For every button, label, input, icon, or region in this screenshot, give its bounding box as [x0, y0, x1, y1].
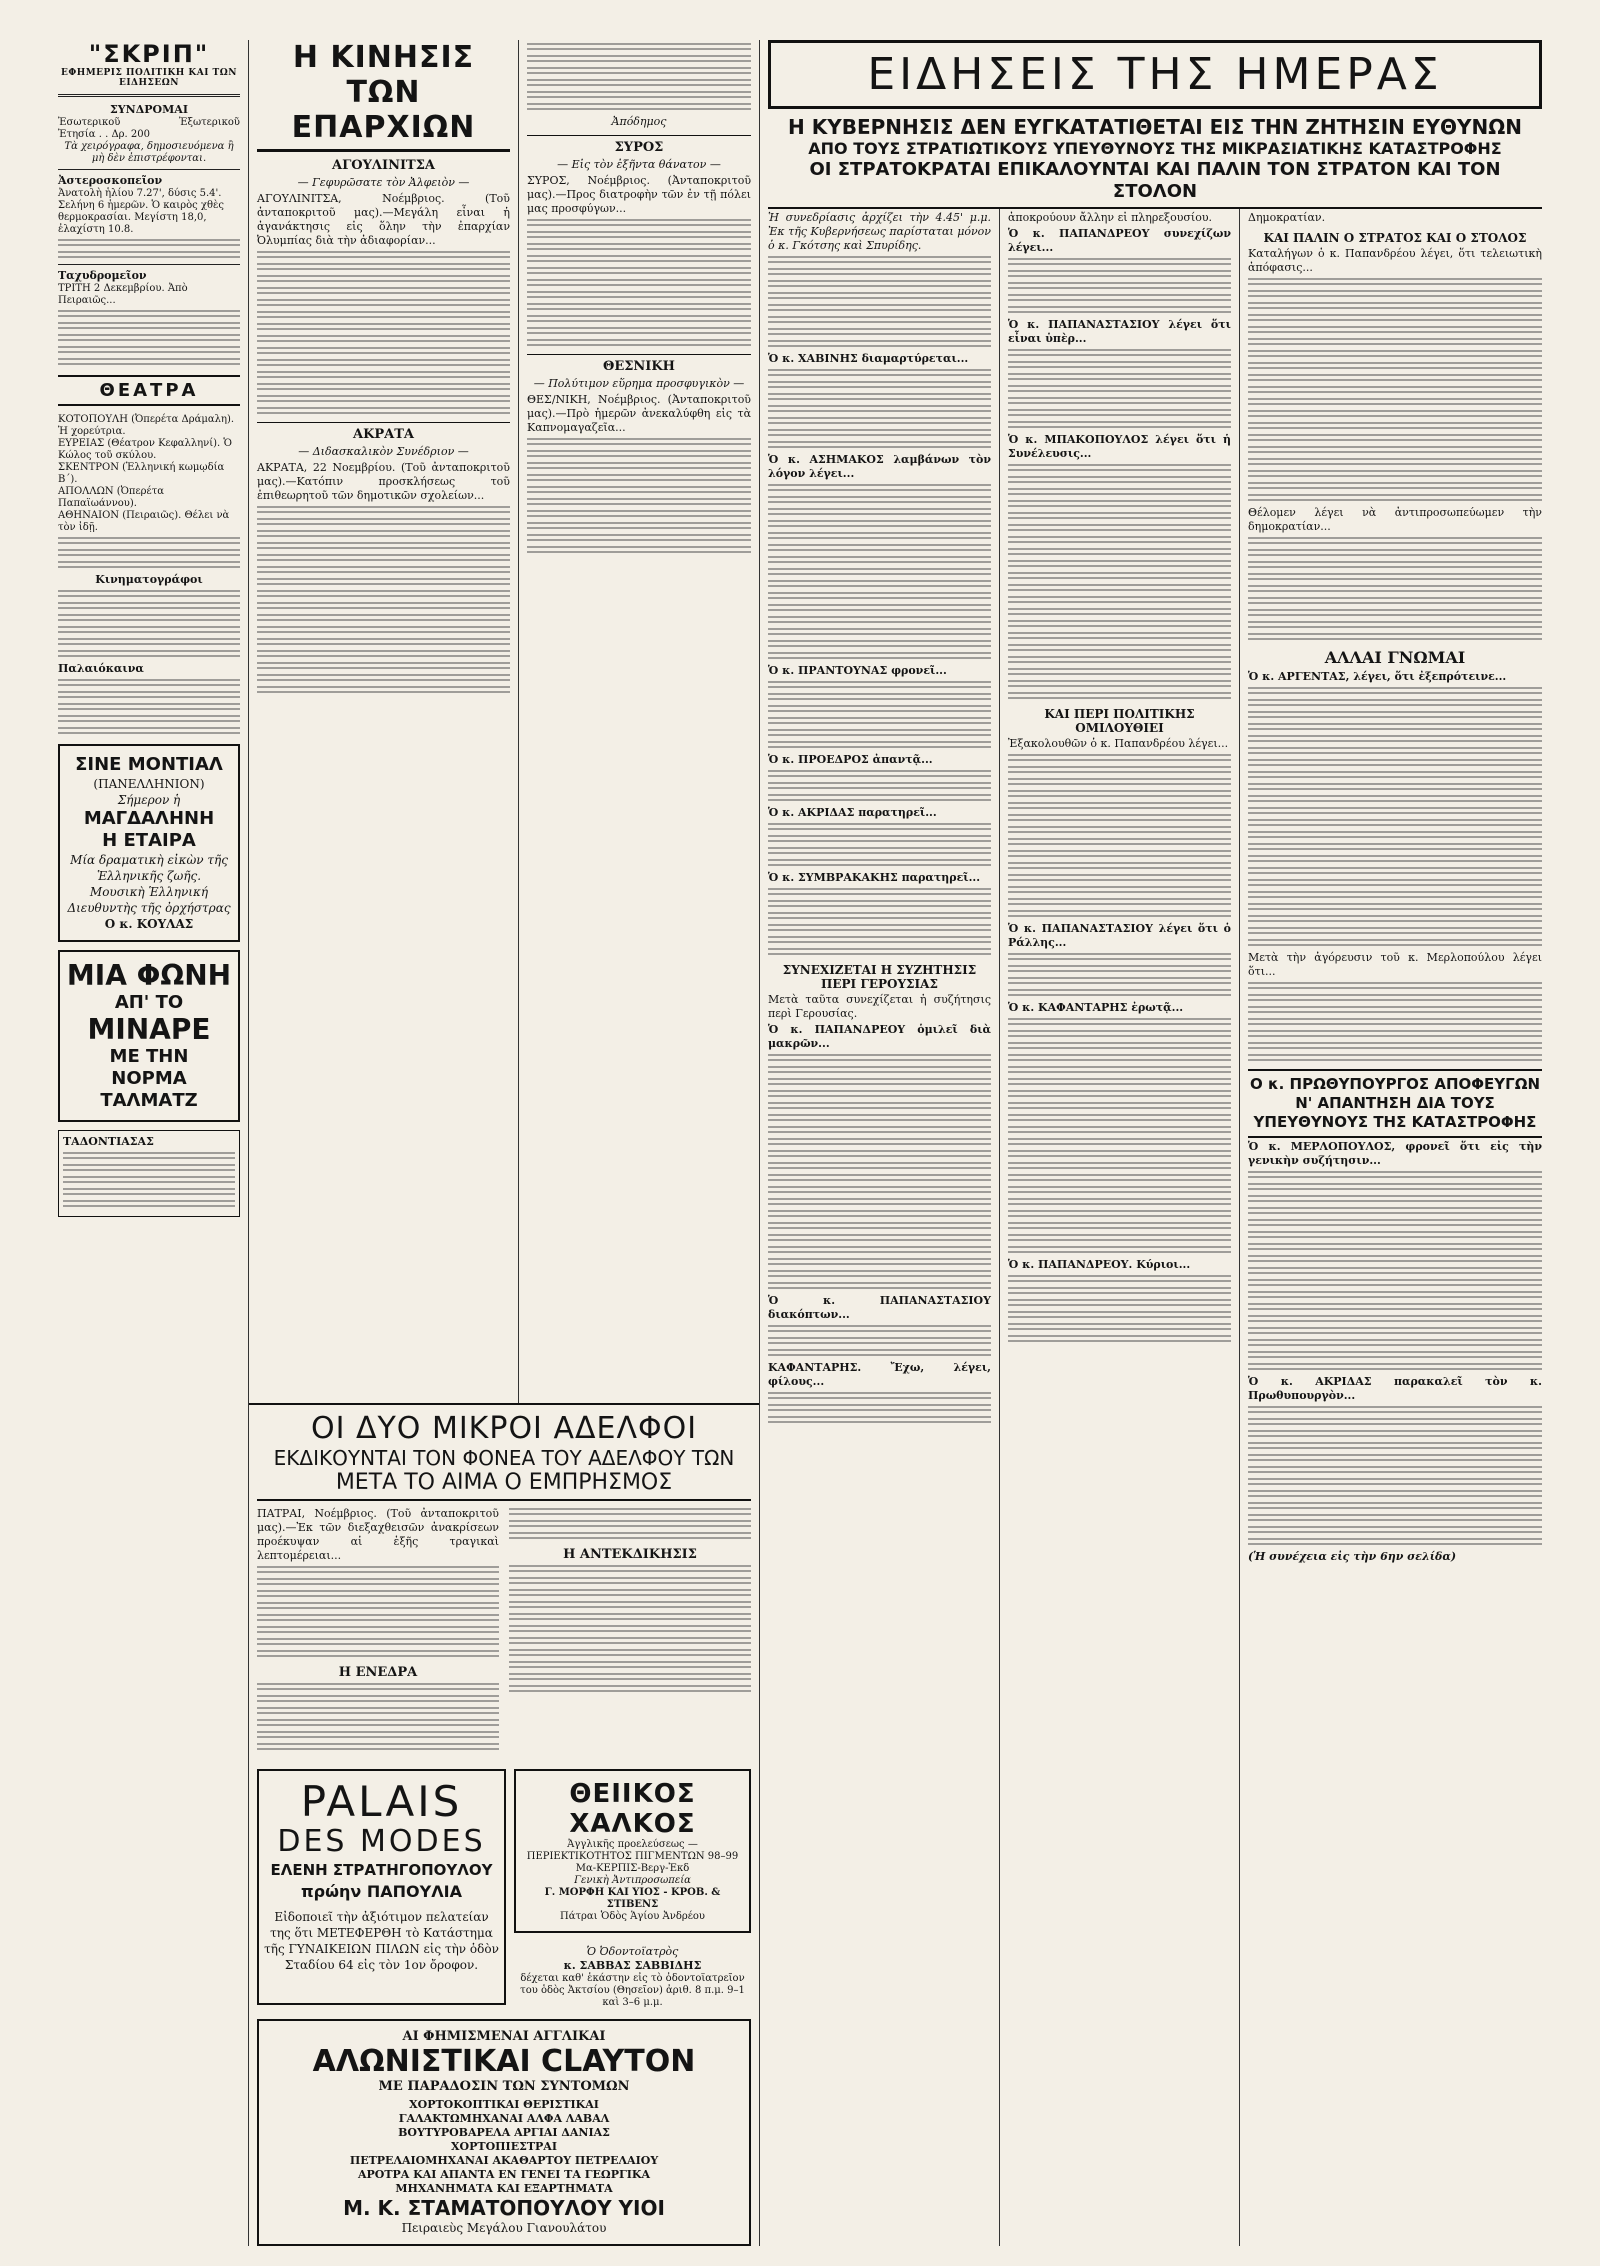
provinces-head: Η ΚΙΝΗΣΙΣ ΤΩΝ ΕΠΑΡΧΙΩΝ: [257, 40, 510, 152]
montial-conductor: Ο κ. ΚΟΥΛΑΣ: [104, 917, 194, 931]
annual-rate: Ἐτησία . . Δρ. 200: [58, 129, 150, 140]
subscriptions-row: [58, 117, 240, 129]
mia-foni-line4: ΜΕ ΤΗΝ: [109, 1046, 189, 1067]
news-par-d: Ὁ κ. ΠΡΟΕΔΡΟΣ ἀπαντᾷ...: [768, 753, 933, 766]
dentist-name: κ. ΣΑΒΒΑΣ ΣΑΒΒΙΔΗΣ: [563, 1959, 702, 1972]
ad-cine-montial: [58, 744, 240, 942]
mia-foni-line5: ΝΟΡΜΑ ΤΑΛΜΑΤΖ: [100, 1068, 198, 1111]
enedra-head: Η ΕΝΕΔΡΑ: [338, 1665, 418, 1680]
column-1: [50, 40, 249, 2246]
cinema-head: Κινηματογράφοι: [95, 573, 203, 586]
continued-note: (Ἡ συνέχεια εἰς τὴν 6ην σελίδα): [1248, 1550, 1457, 1563]
clayton-line10: ΜΗΧΑΝΗΜΑΤΑ ΚΑΙ ΕΞΑΡΤΗΜΑΤΑ: [395, 2182, 613, 2195]
theatre-item: ΣΚΕΝΤΡΟΝ (Ἑλληνική κωμῳδία Β΄).: [58, 462, 225, 485]
tadontias-title: ΤΑΔΟΝΤΙΑΣΑΣ: [63, 1135, 154, 1148]
mia-foni-line3: ΜΙΝΑΡΕ: [87, 1013, 211, 1046]
clayton-address: Πειραιεὺς Μεγάλου Γιανουλάτου: [401, 2221, 607, 2235]
montial-today: Σήμερον ἡ: [117, 793, 181, 807]
news-b-d: Ὁ κ. ΜΠΑΚΟΠΟΥΛΟΣ λέγει ὅτι ἡ Συνέλευσις...: [1008, 433, 1231, 460]
montial-film-sub: Η ΕΤΑΙΡΑ: [102, 830, 196, 851]
adelfoi-sub: ΕΚΔΙΚΟΥΝΤΑΙ ΤΟΝ ΦΟΝΕΑ ΤΟΥ ΑΔΕΛΦΟΥ ΤΩΝ: [273, 1446, 735, 1470]
ads-right: [514, 1761, 751, 2013]
news-par-j: ΚΑΦΑΝΤΑΡΗΣ. Ἔχω, λέγει, φίλους...: [768, 1361, 991, 1388]
palais-line1: PALAIS: [300, 1777, 463, 1826]
ads-row: [249, 1761, 759, 2013]
col5-par-b: Θέλομεν λέγει νὰ ἀντιπροσωπεύωμεν τὴν δημοκρατίαν...: [1248, 506, 1542, 533]
news-par-b: Ὁ κ. ΑΣΗΜΑΚΟΣ λαμβάνων τὸν λόγον λέγει...: [768, 453, 991, 480]
sub-synzitisis: ΣΥΝΕΧΙΖΕΤΑΙ Η ΣΥΖΗΤΗΣΙΣ ΠΕΡΙ ΓΕΡΟΥΣΙΑΣ: [782, 963, 977, 991]
news-par-e: Ὁ κ. ΑΚΡΙΔΑΣ παρατηρεῖ...: [768, 806, 937, 819]
clayton-firm: Μ. Κ. ΣΤΑΜΑΤΟΠΟΥΛΟΥ ΥΙΟΙ: [343, 2196, 665, 2220]
chalkos-brand: Μα-ΚΕΡΠΙΣ-Βεργ-Ἐκδ: [575, 1863, 690, 1874]
adelfoi-col-a: [257, 1505, 499, 1755]
montial-film: ΜΑΓΔΑΛΗΝΗ: [83, 808, 215, 829]
theatre-item: ΕΥΡΕΙΑΣ (Θέατρον Κεφαλληνί). Ὁ Κώλος τοῦ σκύλου.: [58, 438, 232, 461]
clayton-line7: ΧΟΡΤΟΠΙΕΣΤΡΑΙ: [451, 2140, 557, 2153]
sub-gnomai: ΑΛΛΑΙ ΓΝΩΜΑΙ: [1324, 648, 1466, 667]
sub-stratos: ΚΑΙ ΠΑΛΙΝ Ο ΣΤΡΑΤΟΣ ΚΑΙ Ο ΣΤΟΛΟΣ: [1263, 231, 1527, 245]
signature: Ἀπόδημος: [611, 115, 667, 128]
news-par-a: Ὁ κ. ΧΑΒΙΝΗΣ διαμαρτύρεται...: [768, 352, 969, 365]
col5-par-e: Ὁ κ. ΜΕΡΛΟΠΟΥΛΟΣ, φρονεῖ ὅτι εἰς τὴν γενικὴν συζήτησιν...: [1248, 1140, 1542, 1167]
syros-text: ΣΥΡΟΣ, Νοέμβριος. (Ἀνταποκριτοῦ μας).—Προς διατροφὴν τῶν ἐν τῇ πόλει μας προσφύγων...: [527, 174, 751, 215]
syros-sub: — Εἰς τὸν ἐξῆντα θάνατον —: [557, 158, 721, 171]
columns-2-3-top: [249, 40, 759, 1403]
montial-desc: Μία δραματικὴ εἰκὼν τῆς Ἑλληνικῆς ζωῆς.: [70, 853, 228, 883]
dentist-title: Ὁ Ὀδοντοϊατρὸς: [586, 1945, 679, 1958]
ad-mia-foni: [58, 950, 240, 1122]
news-columns: [760, 209, 1550, 2246]
news-b-a: ἀποκρούουν ἄλλην εἰ πληρεξουσίου.: [1008, 211, 1213, 224]
dentist-hours: δέχεται καθ' ἑκάστην εἰς τὸ ὀδοντοϊατρεῖον του ὁδὸς Ἀκτσίου (Θησεῖον) ἀριθ. 8 π.μ. 9–1 καὶ 3–6 μ.μ.: [520, 1973, 745, 2008]
exterior-label: Ἐξωτερικοῦ: [178, 117, 240, 128]
interior-label: Ἐσωτερικοῦ: [58, 117, 121, 128]
prothypourgos-head: Ο κ. ΠΡΩΘΥΠΟΥΡΓΟΣ ΑΠΟΦΕΥΓΩΝ Ν' ΑΠΑΝΤΗΣΗ ΔΙΑ ΤΟΥΣ ΥΠΕΥΘΥΝΟΥΣ ΤΗΣ ΚΑΤΑΣΤΡΟΦΗΣ: [1248, 1069, 1542, 1138]
ad-clayton: [257, 2019, 751, 2246]
astro-head: Ἀστεροσκοπεῖον: [58, 174, 163, 187]
columns-2-3: [249, 40, 760, 2246]
post-head: Ταχυδρομεῖον: [58, 269, 147, 282]
headline-2: ΑΠΟ ΤΟΥΣ ΣΤΡΑΤΙΩΤΙΚΟΥΣ ΥΠΕΥΘΥΝΟΥΣ ΤΗΣ ΜΙΚΡΑΣΙΑΤΙΚΗΣ ΚΑΤΑΣΤΡΟΦΗΣ: [808, 139, 1502, 158]
anteklikisis-head: Η ΑΝΤΕΚΔΙΚΗΣΙΣ: [563, 1547, 697, 1562]
columns: [50, 40, 1550, 2246]
montial-music: Μουσικὴ Ἑλληνική: [89, 885, 209, 899]
col5-par-c: Ὁ κ. ΑΡΓΕΝΤΑΣ, λέγει, ὅτι ἐξεπρότεινε...: [1248, 670, 1507, 683]
ad-dentist: [514, 1941, 751, 2013]
astro-text: Ἀνατολὴ ἡλίου 7.27', δύσις 5.4'. Σελήνη 6 ἡμερῶν. Ὁ καιρὸς χθὲς θερμοκρασίαι. Μεγίστη 18,0, ἐλαχίστη 10.8.: [58, 188, 224, 235]
chalkos-desc: Ἀγγλικῆς προελεύσεως —ΠΕΡΙΕΚΤΙΚΟΤΗΤΟΣ ΠΙΓΜΕΝΤΩΝ 98–99: [526, 1839, 739, 1862]
akrata-text: ΑΚΡΑΤΑ, 22 Νοεμβρίου. (Τοῦ ἀνταποκριτοῦ μας).—Κατόπιν προσκλήσεως τοῦ ἐπιθεωρητοῦ τῶν δημοτικῶν σχολείων...: [257, 461, 510, 502]
clayton-line1: ΑΙ ΦΗΜΙΣΜΕΝΑΙ ΑΓΓΛΙΚΑΙ: [402, 2029, 606, 2044]
news-par-g: Μετὰ ταῦτα συνεχίζεται ἡ συζήτησις περὶ Γερουσίας.: [768, 993, 991, 1020]
chalkos-firm: Γ. ΜΟΡΦΗ ΚΑΙ ΥΙΟΣ - ΚΡΟΒ. & ΣΤΙΒΕΝΣ: [544, 1887, 721, 1910]
chalkos-title: ΘΕΙΙΚΟΣ ΧΑΛΚΟΣ: [569, 1779, 696, 1839]
col5-par-f: Ὁ κ. ΑΚΡΙΔΑΣ παρακαλεῖ τὸν κ. Πρωθυπουργὸν...: [1248, 1375, 1542, 1402]
ad-tadontias: [58, 1130, 240, 1217]
headline-1: Η ΚΥΒΕΡΝΗΣΙΣ ΔΕΝ ΕΥΓΚΑΤΑΤΙΘΕΤΑΙ ΕΙΣ ΤΗΝ ΖΗΤΗΣΙΝ ΕΥΘΥΝΩΝ: [788, 115, 1522, 139]
news-banner: ΕΙΔΗΣΕΙΣ ΤΗΣ ΗΜΕΡΑΣ: [768, 40, 1542, 109]
clayton-line8: ΠΕΤΡΕΛΑΙΟΜΗΧΑΝΑΙ ΑΚΑΘΑΡΤΟΥ ΠΕΤΡΕΛΑΙΟΥ: [349, 2154, 659, 2167]
thessaloniki-head: ΘΕΣΝΙΚΗ: [527, 354, 751, 374]
theatre-item: ΚΟΤΟΠΟΥΛΗ (Ὀπερέτα Δράμαλη). Ἡ χορεύτρια.: [58, 414, 235, 437]
news-header: [760, 40, 1550, 209]
masthead-subtitle: ΕΦΗΜΕΡΙΣ ΠΟΛΙΤΙΚΗ ΚΑΙ ΤΩΝ ΕΙΔΗΣΕΩΝ: [61, 68, 237, 88]
clayton-line6: ΒΟΥΤΥΡΟΒΑΡΕΛΑ ΑΡΓΙΑΙ ΔΑΝΙΑΣ: [398, 2126, 610, 2139]
column-4b: [1000, 209, 1240, 2246]
ad-theiikos-chalkos: [514, 1769, 751, 1933]
ad-palais-des-modes: [257, 1769, 506, 2005]
mia-foni-line1: ΜΙΑ ΦΩΝΗ: [66, 959, 232, 992]
news-b-b: Ὁ κ. ΠΑΠΑΝΔΡΕΟΥ συνεχίζων λέγει...: [1008, 227, 1231, 254]
montial-sub: (ΠΑΝΕΛΛΗΝΙΟΝ): [93, 777, 205, 791]
clayton-line3: ΜΕ ΠΑΡΑΔΟΣΙΝ ΤΩΝ ΣΥΝΤΟΜΩΝ: [378, 2079, 630, 2094]
news-b-e: Ἐξακολουθῶν ὁ κ. Παπανδρέου λέγει...: [1008, 737, 1229, 750]
palais-notice: Εἰδοποιεῖ τὴν ἀξιότιμον πελατείαν της ὅτι ΜΕΤΕΦΕΡΘΗ τὸ Κατάστημα τῆς ΓΥΝΑΙΚΕΙΩΝ ΠΙΛΩΝ εἰς τὴν ὁδὸν Σταδίου 64 εἰς τὸν 1ον ὄροφον.: [264, 1910, 499, 1972]
column-5: [1240, 209, 1550, 2246]
column-4a: [760, 209, 1000, 2246]
news-par-f: Ὁ κ. ΣΥΜΒΡΑΚΑΚΗΣ παρατηρεῖ...: [768, 871, 981, 884]
agoulinitsa-sub: — Γεφυρῶσατε τὸν Ἀλφειὸν —: [297, 176, 470, 189]
theatre-item: ΑΘΗΝΑΙΟΝ (Πειραιῶς). Θέλει νὰ τὸν ἰδῇ.: [58, 510, 230, 533]
palais-former: πρώην ΠΑΠΟΥΛΙΑ: [301, 1882, 462, 1901]
sub-omilia: ΚΑΙ ΠΕΡΙ ΠΟΛΙΤΙΚΗΣ ΟΜΙΛΟΥΘΙΕΙ: [1044, 707, 1195, 735]
adelfoi-sub2: ΜΕΤΑ ΤΟ ΑΙΜΑ Ο ΕΜΠΡΗΣΜΟΣ: [257, 1470, 751, 1501]
col5-par-a: Καταλήγων ὁ κ. Παπανδρέου λέγει, ὅτι τελειωτικὴ ἀπόφασις...: [1248, 247, 1542, 274]
news-b-f: Ὁ κ. ΠΑΠΑΝΑΣΤΑΣΙΟΥ λέγει ὅτι ὁ Ράλλης...: [1008, 922, 1231, 949]
clayton-line9: ΑΡΟΤΡΑ ΚΑΙ ΑΠΑΝΤΑ ΕΝ ΓΕΝΕΙ ΤΑ ΓΕΩΡΓΙΚΑ: [357, 2168, 651, 2181]
adelfoi-col-b: [509, 1505, 751, 1755]
news-par-h: Ὁ κ. ΠΑΠΑΝΔΡΕΟΥ ὁμιλεῖ διὰ μακρῶν...: [768, 1023, 991, 1050]
news-b-c: Ὁ κ. ΠΑΠΑΝΑΣΤΑΣΙΟΥ λέγει ὅτι εἶναι ὑπὲρ...: [1008, 318, 1231, 345]
syros-head: ΣΥΡΟΣ: [527, 135, 751, 155]
akrata-head: ΑΚΡΑΤΑ: [257, 422, 510, 442]
news-b-g: Ὁ κ. ΚΑΦΑΝΤΑΡΗΣ ἐρωτᾷ...: [1008, 1001, 1184, 1014]
palais-line2: DES MODES: [277, 1824, 486, 1859]
montial-conductor-label: Διευθυντὴς τῆς ὀρχήστρας: [67, 901, 231, 915]
chalkos-agency: Γενικὴ Ἀντιπροσωπεία: [574, 1875, 691, 1886]
news-par-c: Ὁ κ. ΠΡΑΝΤΟΥΝΑΣ φρονεῖ...: [768, 664, 947, 677]
adelfoi-text: ΠΑΤΡΑΙ, Νοέμβριος. (Τοῦ ἀνταποκριτοῦ μας).—Ἐκ τῶν διεξαχθεισῶν ἀνακρίσεων προέκυψαν αἱ ἑξῆς τραγικαὶ λεπτομέρειαι...: [257, 1507, 499, 1562]
news-b-h: Ὁ κ. ΠΑΠΑΝΔΡΕΟΥ. Κύριοι...: [1008, 1258, 1191, 1271]
news-section: [760, 40, 1550, 2246]
adelfoi-body: [257, 1505, 751, 1755]
clayton-line4: ΧΟΡΤΟΚΟΠΤΙΚΑΙ ΘΕΡΙΣΤΙΚΑΙ: [409, 2098, 599, 2111]
misc-head: Παλαιόκαινα: [58, 662, 144, 675]
masthead-title: "ΣΚΡΙΠ": [88, 40, 210, 68]
adelfoi-article: [249, 1403, 759, 1761]
column-3: [519, 40, 759, 1403]
palais-owner: ΕΛΕΝΗ ΣΤΡΑΤΗΓΟΠΟΥΛΟΥ: [270, 1861, 493, 1879]
theatres-head: ΘΕΑΤΡΑ: [58, 375, 240, 406]
subscriptions-head: ΣΥΝΔΡΟΜΑΙ: [110, 103, 188, 116]
clayton-title: ΑΛΩΝΙΣΤΙΚΑΙ CLAYTON: [312, 2044, 696, 2079]
headline-3: ΟΙ ΣΤΡΑΤΟΚΡΑΤΑΙ ΕΠΙΚΑΛΟΥΝΤΑΙ ΚΑΙ ΠΑΛΙΝ ΤΟΝ ΣΤΡΑΤΟΝ ΚΑΙ ΤΟΝ ΣΤΟΛΟΝ: [768, 159, 1542, 209]
thessaloniki-sub: — Πολύτιμον εὕρημα προσφυγικὸν —: [533, 377, 745, 390]
manuscripts-note: Τὰ χειρόγραφα, δημοσιευόμενα ἢ μὴ δὲν ἐπιστρέφονται.: [64, 141, 234, 164]
adelfoi-head: ΟΙ ΔΥΟ ΜΙΚΡΟΙ ΑΔΕΛΦΟΙ: [310, 1411, 698, 1446]
col5-intro: Δημοκρατίαν.: [1248, 211, 1326, 224]
clayton-line5: ΓΑΛΑΚΤΩΜΗΧΑΝΑΙ ΑΛΦΑ ΛΑΒΑΛ: [398, 2112, 610, 2125]
thessaloniki-text: ΘΕΣ/ΝΙΚΗ, Νοέμβριος. (Ἀνταποκριτοῦ μας).—Πρὸ ἡμερῶν ἀνεκαλύφθη εἰς τὰ Καπνομαγαζεῖα...: [527, 393, 751, 434]
col5-par-d: Μετὰ τὴν ἀγόρευσιν τοῦ κ. Μερλοπούλου λέγει ὅτι...: [1248, 951, 1542, 978]
montial-title: ΣΙΝΕ ΜΟΝΤΙΑΛ: [75, 754, 223, 775]
agoulinitsa-head: ΑΓΟΥΛΙΝΙΤΣΑ: [331, 158, 435, 173]
agoulinitsa-text: ΑΓΟΥΛΙΝΙΤΣΑ, Νοέμβριος. (Τοῦ ἀνταποκριτοῦ μας).—Μεγάλη εἶναι ἡ ἀγανάκτησις εἰς ὅλην τὴν ἐπαρχίαν Ὀλυμπίας διὰ τὴν ἀδιαφορίαν...: [257, 192, 510, 247]
news-lead: Ἡ συνεδρίασις ἀρχίζει τὴν 4.45' μ.μ. Ἐκ τῆς Κυβερνήσεως παρίσταται μόνον ὁ κ. Γκότσης καὶ Σπυρίδης.: [768, 211, 991, 252]
mia-foni-line2: ΑΠ' ΤΟ: [114, 992, 184, 1013]
news-par-i: Ὁ κ. ΠΑΠΑΝΑΣΤΑΣΙΟΥ διακόπτων...: [768, 1294, 991, 1321]
akrata-sub: — Διδασκαλικὸν Συνέδριον —: [298, 445, 469, 458]
theatre-item: ΑΠΟΛΛΩΝ (Ὀπερέτα Παπαϊωάννου).: [58, 486, 165, 509]
column-2: [249, 40, 519, 1403]
post-text: ΤΡΙΤΗ 2 Δεκεμβρίου. Ἀπὸ Πειραιῶς...: [58, 283, 188, 306]
chalkos-address: Πάτραι Ὁδὸς Ἁγίου Ἀνδρέου: [559, 1911, 706, 1922]
